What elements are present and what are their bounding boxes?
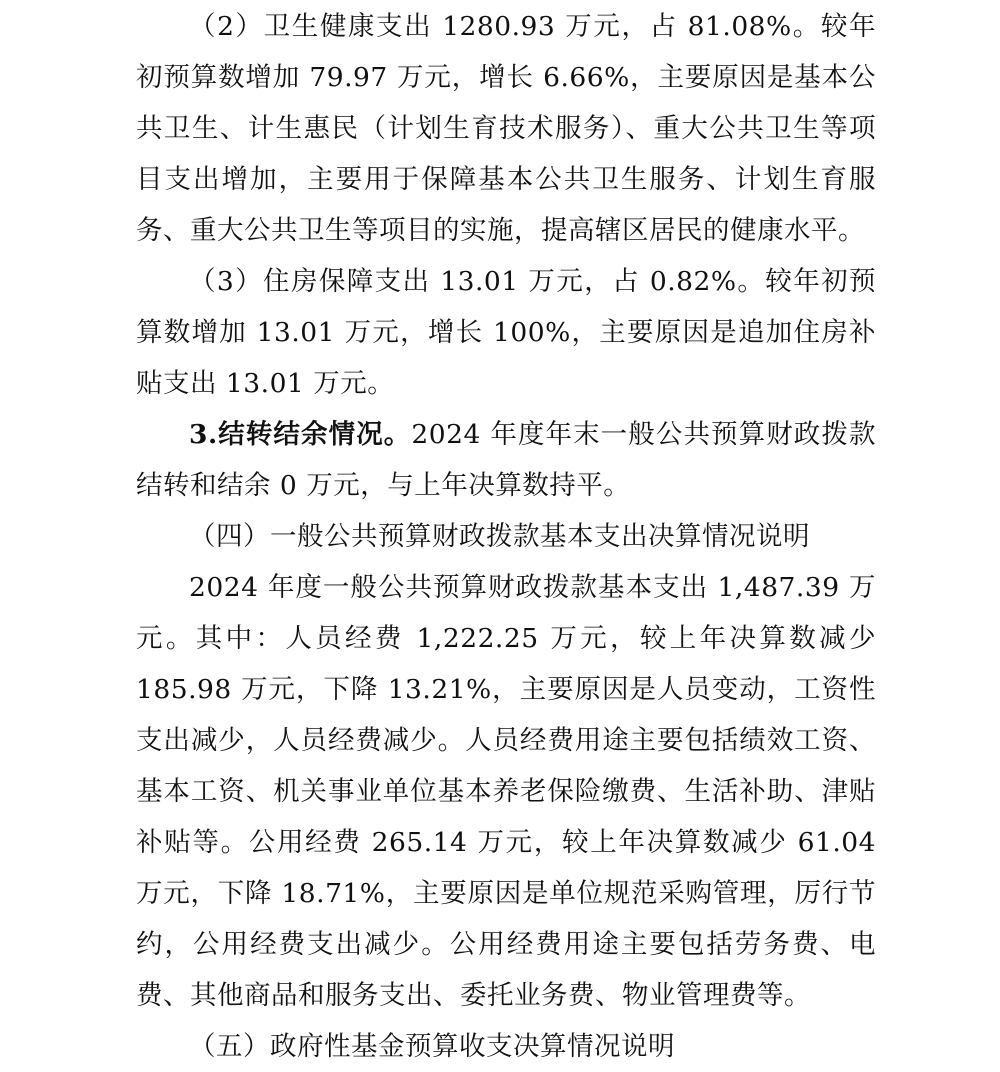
paragraph-health-expenditure: （2）卫生健康支出 1280.93 万元，占 81.08%。较年初预算数增加 79.97 万元，增长 6.66%，主要原因是基本公共卫生、计生惠民（计划生育技术服务）、重大公共卫生等项目支出增加，主要用于保障基本公共卫生服务、计划生育服务、重大公共卫生等项目的实施，提高辖区居民的健康水平。 <box>136 11 876 246</box>
section-heading-government-fund: （五）政府性基金预算收支决算情况说明 <box>189 1031 675 1062</box>
paragraph-housing-expenditure: （3）住房保障支出 13.01 万元，占 0.82%。较年初预算数增加 13.01 万元，增长 100%，主要原因是追加住房补贴支出 13.01 万元。 <box>136 266 876 399</box>
carryover-heading: 3.结转结余情况。 <box>189 419 412 450</box>
document-page <box>136 0 876 1072</box>
paragraph-carryover-balance <box>136 409 876 511</box>
paragraph-basic-expenditure: 2024 年度一般公共预算财政拨款基本支出 1,487.39 万元。其中：人员经费 1,222.25 万元，较上年决算数减少 185.98 万元，下降 13.21%，主要原因是人员变动，工资性支出减少，人员经费减少。人员经费用途主要包括绩效工资、基本工资、机关事业单位基本养老保险缴费、生活补助、津贴补贴等。公用经费 265.14 万元，较上年决算数减少 61.04 万元，下降 18.71%，主要原因是单位规范采购管理，厉行节约，公用经费支出减少。公用经费用途主要包括劳务费、电费、其他商品和服务支出、委托业务费、物业管理费等。 <box>136 572 876 1011</box>
section-heading-basic-expenditure: （四）一般公共预算财政拨款基本支出决算情况说明 <box>189 521 810 552</box>
carryover-text: 2024 年度年末一般公共预算财政拨款结转和结余 0 万元，与上年决算数持平。 <box>136 419 876 501</box>
